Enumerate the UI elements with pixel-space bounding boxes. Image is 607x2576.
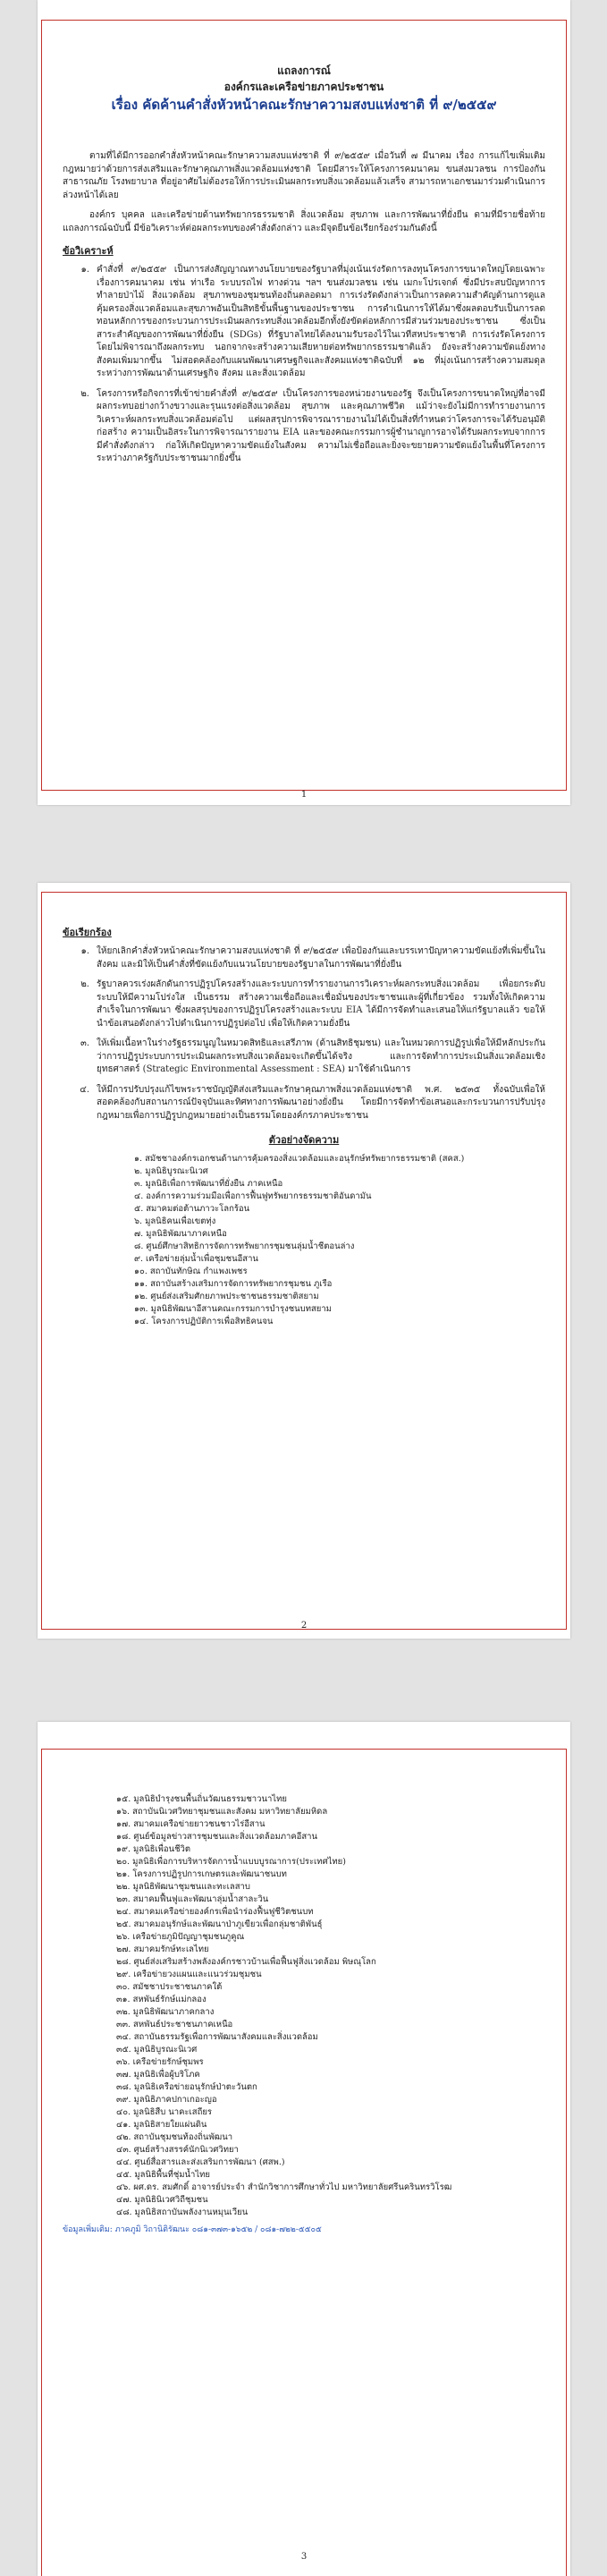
issuing-organization: องค์กรและเครือข่ายภาคประชาชน <box>223 80 384 93</box>
contact-info: ข้อมูลเพิ่มเติม: ภาคภูมิ วิถานิติรัฒนะ ๐๘๑-๓๗๓-๑๖๕๒ / ๐๘๑-๗๒๒-๕๕๐๕ <box>63 2225 322 2234</box>
document-page-3 <box>38 1722 570 2576</box>
signer-org-item: ๒. มูลนิธิบูรณะนิเวศ <box>134 1166 208 1176</box>
signer-org-item: ๘. ศูนย์ศึกษาสิทธิการจัดการทรัพยากรชุมชนลุ่มน้ำชีตอนล่าง <box>134 1241 355 1251</box>
signer-org-item: ๙. เครือข่ายลุ่มน้ำเพื่อชุมชนอีสาน <box>134 1254 258 1264</box>
item-text: รัฐบาลควรเร่งผลักดันการปฏิรูปโครงสร้างและระบบการทำรายงานการวิเคราะห์ผลกระทบสิ่งแวดล้อม เพื่อยกระดับระบบให้มีความโปร่งใส เป็นธรรม สร้างความเชื่อถือและเชื่อมั่นของประชาชนและผู้ที่เกี่ยวข้อง รวมทั้งให้เกิดความสำเร็จในการพัฒนา ซึ่งผลสรุปของการปฏิรูปโครงสร้างและระบบ EIA ได้มีการจัดทำและเสนอให้แก่รัฐบาลแล้ว ขอให้นำข้อเสนอดังกล่าวไปดำเนินการปฏิรูปต่อไป เพื่อให้เกิดความยั่งยืน <box>97 979 545 1029</box>
signers-heading: ตัวอย่างจัดความ <box>268 1134 340 1146</box>
signer-org-item: ๑๘. ศูนย์ข้อมูลข่าวสารชุมชนและสิ่งแวดล้อมภาคอีสาน <box>116 1832 318 1842</box>
document-page-1 <box>38 0 570 805</box>
signer-org-item: ๖. มูลนิธิคนเพื่อเขตทุ่ง <box>134 1216 216 1226</box>
analysis-item <box>63 388 545 466</box>
signer-org-item: ๔๖. ผศ.ดร. สมศักดิ์ อาจารย์ประจำ สำนักวิชาการศึกษาทั่วไป มหาวิทยาลัยศรีนครินทรวิโรฒ <box>116 2182 452 2192</box>
signer-org-item: ๑๔. โครงการปฏิบัติการเพื่อสิทธิคนจน <box>134 1317 274 1326</box>
signer-org-item: ๓๗. มูลนิธิเพื่อผู้บริโภค <box>116 2070 200 2080</box>
item-text: ให้มีการปรับปรุงแก้ไขพระราชบัญญัติส่งเสริมและรักษาคุณภาพสิ่งแวดล้อมแห่งชาติ พ.ศ. ๒๕๓๕ ทั้งฉบับเพื่อให้สอดคล้องกับสถานการณ์ปัจจุบันและทิศทางการพัฒนาอย่างยั่งยืน โดยมีการจัดทำข้อเสนอและกระบวนการปรับปรุงกฎหมายเพื่อการปฏิรูปกฎหมายอย่างเป็นธรรมโดยองค์กรภาคประชาชน <box>97 1084 545 1121</box>
signer-org-item: ๔๐. มูลนิธิสืบ นาคะเสถียร <box>116 2107 213 2117</box>
signer-org-item: ๗. มูลนิธิพัฒนาภาคเหนือ <box>134 1229 227 1239</box>
signer-org-item: ๒๕. สมาคมอนุรักษ์และพัฒนาป่าภูเขียวเพื่อกลุ่มชาติพันธุ์ <box>116 1919 323 1929</box>
page-number: 3 <box>300 2552 308 2562</box>
signer-org-item: ๓๖. เครือข่ายรักษ์ชุมพร <box>116 2057 204 2067</box>
signer-org-item: ๑๑. สถาบันสร้างเสริมการจัดการทรัพยากรชุมชน ภูเรือ <box>134 1279 333 1289</box>
signer-org-item: ๑๙. มูลนิธิเพื่อนชีวิต <box>116 1844 191 1854</box>
item-text: ให้เพิ่มเนื้อหาในร่างรัฐธรรมนูญในหมวดสิทธิและเสรีภาพ (ด้านสิทธิชุมชน) และในหมวดการปฏิรูปเพื่อให้มีหลักประกันว่าการปฏิรูประบบการประเมินผลกระทบสิ่งแวดล้อมจะเกิดขึ้นได้จริง และการจัดทำการประเมินสิ่งแวดล้อมเชิงยุทธศาสตร์ (Strategic Environmental Assessment : SEA) มาใช้ดำเนินการ <box>97 1038 545 1074</box>
signer-org-item: ๓๙. มูลนิธิภาคปกาเกอะญอ <box>116 2095 217 2105</box>
signer-org-item: ๔๕. มูลนิธิพื้นที่ชุ่มน้ำไทย <box>116 2170 210 2180</box>
signer-org-item: ๒๓. สมาคมฟื้นฟูและพัฒนาลุ่มน้ำสาละวิน <box>116 1894 269 1904</box>
item-number: ๑. <box>80 265 89 275</box>
signer-org-item: ๓๐. สมัชชาประชาชนภาคใต้ <box>116 1982 223 1992</box>
signer-org-item: ๑๐. สถาบันทักษิณ กำแพงเพชร <box>134 1267 248 1276</box>
signer-org-item: ๒๘. ศูนย์ส่งเสริมสร้างพลังองค์กรชาวบ้านเพื่อฟื้นฟูสิ่งแวดล้อม พิษณุโลก <box>116 1957 376 1967</box>
analysis-item <box>63 264 545 381</box>
signer-org-item: ๑. สมัชชาองค์กรเอกชนด้านการคุ้มครองสิ่งแวดล้อมและอนุรักษ์ทรัพยากรธรรมชาติ (สคส.) <box>134 1154 465 1164</box>
item-number: ๒. <box>80 979 89 989</box>
signer-org-item: ๒๒. มูลนิธิพัฒนาชุมชนและทะเลสาบ <box>116 1882 250 1892</box>
signer-org-item: ๔๓. ศูนย์สร้างสรรค์นักนิเวศวิทยา <box>116 2145 239 2155</box>
signer-org-item: ๑๕. มูลนิธิบำรุงชนพื้นถิ่นวัฒนธรรมชาวนาไทย <box>116 1794 287 1804</box>
signer-org-item: ๑๗. สมาคมเครือข่ายยาวชนชาวไร่อีสาน <box>116 1819 266 1829</box>
signer-org-item: ๓๕. มูลนิธิบูรณะนิเวศ <box>116 2045 198 2055</box>
demand-item <box>63 945 545 971</box>
signer-org-item: ๓. มูลนิธิเพื่อการพัฒนาที่ยั่งยืน ภาคเหนือ <box>134 1179 283 1189</box>
signer-org-item: ๔๘. มูลนิธิสถาบันพลังงานหมุนเวียน <box>116 2207 249 2217</box>
signer-org-item: ๔๑. มูลนิธิสายใยแผ่นดิน <box>116 2120 207 2130</box>
page-2-content <box>63 919 545 1328</box>
signer-list-continued <box>63 1722 545 2219</box>
signer-org-item: ๒๑. โครงการปฏิรูปการเกษตรและพัฒนาชนบท <box>116 1869 287 1879</box>
page-3-content <box>63 1722 545 2235</box>
signer-org-item: ๑๒. ศูนย์ส่งเสริมศักยภาพประชาชนธรรมชาติสยาม <box>134 1292 319 1301</box>
demand-item <box>63 1038 545 1077</box>
item-text: โครงการหรือกิจการที่เข้าข่ายคำสั่งที่ ๙/๒๕๕๙ เป็นโครงการของหน่วยงานของรัฐ จึงเป็นโครงการขนาดใหญ่ที่อาจมีผลกระทบอย่างกว้างขวางและรุนแรงต่อสิ่งแวดล้อม สุขภาพ และคุณภาพชีวิต แม้ว่าจะยังไม่มีการทำรายงานการวิเคราะห์ผลกระทบสิ่งแวดล้อมต่อไป แต่ผลสรุปการพิจารณารายงานไม่ได้เป็นสิ่งที่กำหนดว่าโครงการจะได้รับอนุมัติก่อสร้าง ความเป็นอิสระในการพิจารณารายงาน EIA และของคณะกรรมการผู้ชำนาญการอาจได้รับผลกระทบจากการมีคำสั่งดังกล่าว ก่อให้เกิดปัญหาความขัดแย้งในสังคม ความไม่เชื่อถือและยิ่งจะขยายความขัดแย้งในพื้นที่โครงการระหว่างภาครัฐกับประชาชนมากยิ่งขึ้น <box>97 388 545 463</box>
item-number: ๑. <box>80 946 89 956</box>
intro-paragraph-1: ตามที่ได้มีการออกคำสั่งหัวหน้าคณะรักษาความสงบแห่งชาติ ที่ ๙/๒๕๕๙ เมื่อวันที่ ๗ มีนาคม เรื่อง การแก้ไขเพิ่มเติมกฎหมายว่าด้วยการส่งเสริมและรักษาคุณภาพสิ่งแวดล้อมแห่งชาติ โดยมีสาระให้โครงการคมนาคม ขนส่งมวลชน การป้องกันสาธารณภัย โรงพยาบาล ที่อยู่อาศัยไม่ต้องรอให้การประเมินผลกระทบสิ่งแวดล้อมแล้วเสร็จ สามารถหาเอกชนมาร่วมดำเนินการล่วงหน้าได้เลย <box>63 151 545 200</box>
item-text: ให้ยกเลิกคำสั่งหัวหน้าคณะรักษาความสงบแห่งชาติ ที่ ๙/๒๕๕๙ เพื่อป้องกันและบรรเทาปัญหาความขัดแย้งที่เพิ่มขึ้นในสังคม และมิให้เป็นคำสั่งที่ขัดแย้งกับแนวนโยบายของรัฐบาลในการพัฒนาที่ยั่งยืน <box>97 946 545 970</box>
document-subject: เรื่อง คัดค้านคำสั่งหัวหน้าคณะรักษาความสงบแห่งชาติ ที่ ๙/๒๕๕๙ <box>111 97 497 113</box>
demand-item <box>63 1084 545 1123</box>
signer-org-item: ๔๗. มูลนิธินิเวศวิถีชุมชน <box>116 2195 208 2205</box>
item-number: ๔. <box>80 1084 89 1095</box>
document-heading: แถลงการณ์ <box>277 64 331 77</box>
item-number: ๒. <box>80 388 89 399</box>
signer-org-item: ๓๒. มูลนิธิพัฒนาภาคกลาง <box>116 2007 215 2017</box>
item-text: คำสั่งที่ ๙/๒๕๕๙ เป็นการส่งสัญญาณทางนโยบายของรัฐบาลที่มุ่งเน้นเร่งรัดการลงทุนโครงการขนาดใหญ่โดยเฉพาะเรื่องการคมนาคม เช่น ท่าเรือ ระบบรถไฟ ทางด่วน ฯลฯ ขนส่งมวลชน เช่น เมกะโปรเจกต์ ซึ่งมีประสบปัญหาการทำลายป่าไม้ สิ่งแวดล้อม สุขภาพของชุมชนท้องถิ่นตลอดมา การเร่งรัดดังกล่าวเป็นการลดความสำคัญด้านการดูแลคุ้มครองสิ่งแวดล้อมและสุขภาพอันเป็นสิทธิขั้นพื้นฐานของประชาชน การดำเนินการให้ได้มาซึ่งผลตอบรับเป็นการลดทอนหลักการของกระบวนการประเมินผลกระทบสิ่งแวดล้อมอีกทั้งยังขัดต่อหลักการมีส่วนร่วมของประชาชน ซึ่งเป็นสาระสำคัญของการพัฒนาที่ยั่งยืน (SDGs) ที่รัฐบาลไทยได้ลงนามรับรองไว้ในเวทีสหประชาชาติ การเร่งรัดโครงการโดยไม่พิจารณาถึงผลกระทบ นอกจากจะสร้างความเสียหายต่อทรัพยากรธรรมชาติแล้ว ยังจะสร้างความขัดแย้งทางสังคมเพิ่มมากขึ้น ไม่สอดคล้องกับแผนพัฒนาเศรษฐกิจและสังคมแห่งชาติฉบับที่ ๑๒ ที่มุ่งเน้นการสร้างความสมดุลระหว่างการพัฒนาด้านเศรษฐกิจ สังคม และสิ่งแวดล้อม <box>97 265 545 378</box>
page-number: 2 <box>300 1621 308 1631</box>
signer-list <box>63 1153 545 1328</box>
signer-org-item: ๓๓. สหพันธ์ประชาชนภาคเหนือ <box>116 2020 233 2029</box>
section-heading-demands: ข้อเรียกร้อง <box>63 927 112 938</box>
page-1-content <box>63 63 545 473</box>
signer-org-item: ๔๔. ศูนย์สื่อสารและส่งเสริมการพัฒนา (ศสพ.) <box>116 2157 285 2167</box>
item-number: ๓. <box>80 1038 89 1048</box>
signer-org-item: ๒๔. สมาคมเครือข่ายองค์กรเพื่อนำร่องฟื้นฟูชีวิตชนบท <box>116 1907 314 1917</box>
signer-org-item: ๓๔. สถาบันธรรมรัฐเพื่อการพัฒนาสังคมและสิ่งแวดล้อม <box>116 2032 318 2042</box>
signer-org-item: ๑๓. มูลนิธิพัฒนาอีสานคณะกรรมการบำรุงชนบทสยาม <box>134 1304 332 1314</box>
signer-org-item: ๒๗. สมาคมรักษ์ทะเลไทย <box>116 1945 209 1954</box>
signer-org-item: ๓๑. สหพันธ์รักษ์แม่กลอง <box>116 1995 207 2004</box>
signer-org-item: ๔๒. สถาบันชุมชนท้องถิ่นพัฒนา <box>116 2132 233 2142</box>
intro-paragraph-2: องค์กร บุคคล และเครือข่ายด้านทรัพยากรธรรมชาติ สิ่งแวดล้อม สุขภาพ และการพัฒนาที่ยั่งยืน ตามที่มีรายชื่อท้ายแถลงการณ์ฉบับนี้ มีข้อวิเคราะห์ต่อผลกระทบของคำสั่งดังกล่าว และมีจุดยืนข้อเรียกร้องร่วมกันดังนี้ <box>63 210 545 233</box>
signer-org-item: ๔. องค์การความร่วมมือเพื่อการฟื้นฟูทรัพยากรธรรมชาติอันดามัน <box>134 1191 372 1201</box>
signer-org-item: ๒๖. เครือข่ายภูมิปัญญาชุมชนภูคูณ <box>116 1932 245 1942</box>
signer-org-item: ๕. สมาคมต่อต้านภาวะโลกร้อน <box>134 1204 250 1214</box>
section-heading-analysis: ข้อวิเคราะห์ <box>63 245 114 257</box>
demand-item <box>63 979 545 1030</box>
signer-org-item: ๒๐. มูลนิธิเพื่อการบริหารจัดการน้ำแบบบูรณาการ(ประเทศไทย) <box>116 1857 346 1867</box>
page-number: 1 <box>300 790 308 800</box>
signer-org-item: ๓๘. มูลนิธิเครือข่ายอนุรักษ์ป่าตะวันตก <box>116 2082 257 2092</box>
document-page-2 <box>38 883 570 1639</box>
signer-org-item: ๒๙. เครือข่ายวงแผนและแนวร่วมชุมชน <box>116 1970 262 1979</box>
signer-org-item: ๑๖. สถาบันนิเวศวิทยาชุมชนและสังคม มหาวิทยาลัยมหิดล <box>116 1807 328 1817</box>
